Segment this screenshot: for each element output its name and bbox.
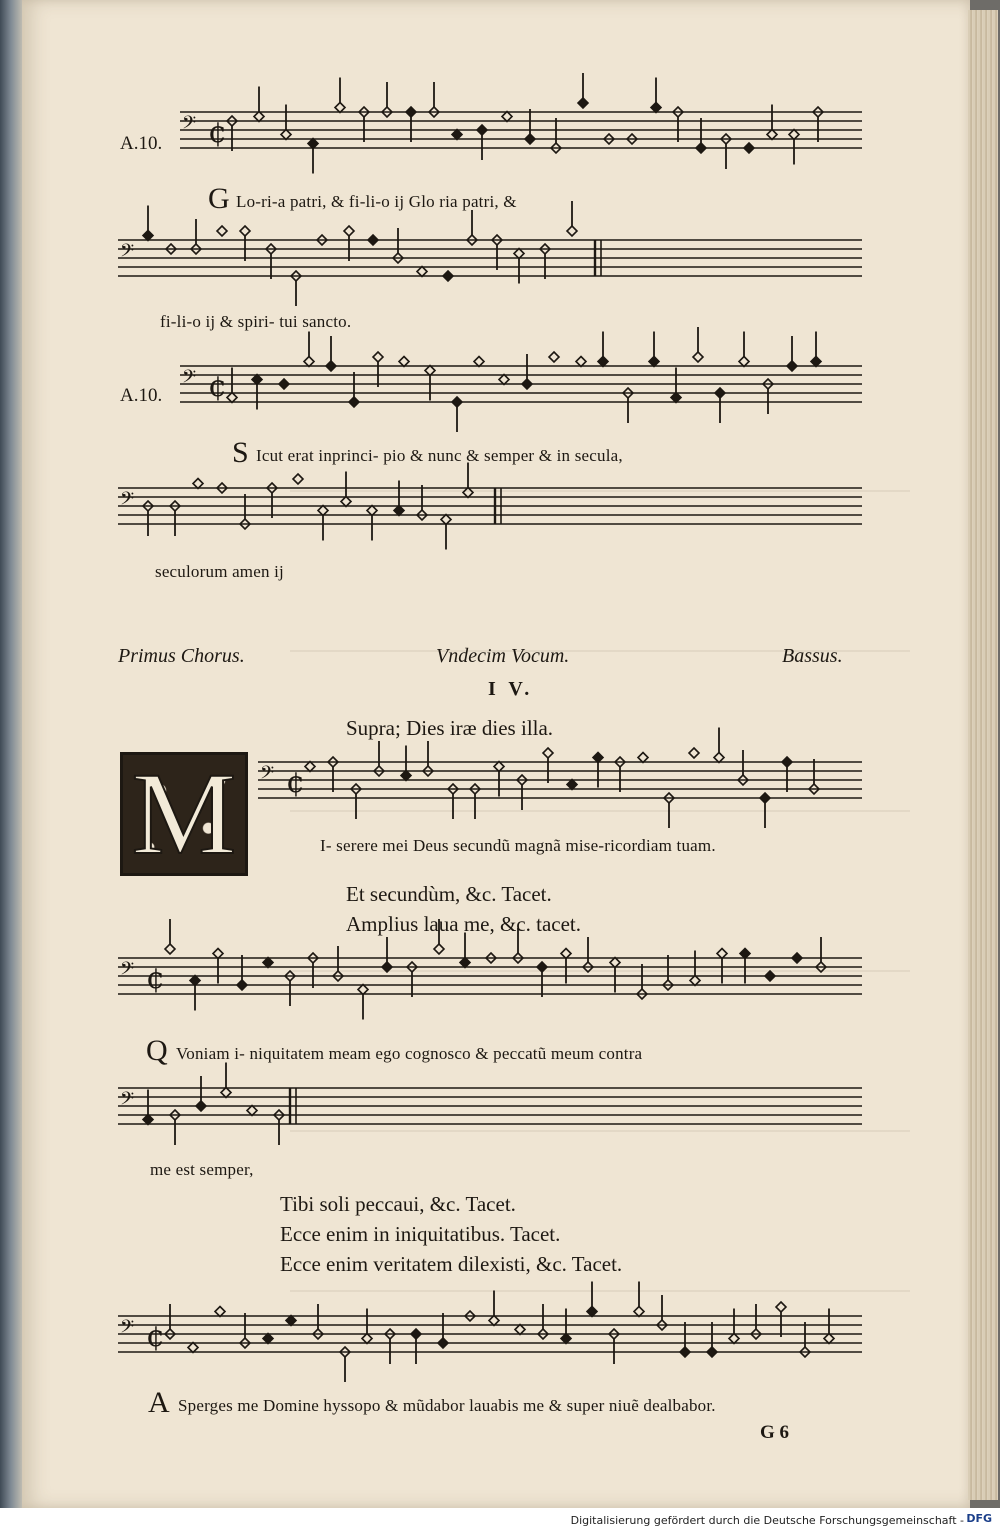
rubric-2: Amplius laua me, &c. tacet. [346, 912, 582, 936]
lyric-line-8: Sperges me Domine hyssopo & mũdabor lauabis me & super niuẽ dealbabor. [178, 1396, 716, 1415]
svg-text:𝄢: 𝄢 [260, 763, 275, 788]
lyric-initial-3: S [232, 436, 249, 469]
svg-text:𝄢: 𝄢 [182, 367, 197, 392]
rubric-5: Ecce enim veritatem dilexisti, &c. Tacet. [280, 1252, 623, 1276]
dfg-logo: DFG [966, 1512, 992, 1525]
signature-mark: G 6 [760, 1422, 790, 1443]
supra-rubric: Supra; Dies iræ dies illa. [346, 716, 554, 740]
svg-text:¢: ¢ [208, 115, 228, 150]
rubric-1: Et secundùm, &c. Tacet. [346, 882, 552, 906]
lyric-line-6: Voniam i- niquitatem meam ego cognosco & peccatũ meum contra [176, 1044, 643, 1063]
lyric-initial-6: Q [146, 1034, 168, 1067]
footer-credit: Digitalisierung gefördert durch die Deutsche Forschungsgemeinschaft - [570, 1514, 964, 1527]
page-edges [968, 10, 998, 1500]
lyric-line-1: Lo-ri-a patri, & fi-li-o ij Glo ria patri, & [236, 192, 517, 211]
svg-text:𝄢: 𝄢 [120, 959, 135, 984]
lyric-initial-1: G [208, 182, 230, 215]
voice-label-1: A.10. [120, 133, 163, 154]
svg-text:¢: ¢ [286, 765, 306, 800]
header-voices: Vndecim Vocum. [436, 645, 570, 667]
lyric-line-7: me est semper, [150, 1160, 254, 1179]
svg-text:𝄢: 𝄢 [120, 489, 135, 514]
svg-text:𝄢: 𝄢 [182, 113, 197, 138]
lyric-initial-8: A [148, 1386, 170, 1419]
header-part: Bassus. [782, 645, 843, 667]
rubric-3: Tibi soli peccaui, &c. Tacet. [280, 1192, 516, 1216]
woodcut-letter: M [131, 748, 237, 879]
header-choir: Primus Chorus. [118, 645, 245, 667]
svg-text:𝄢: 𝄢 [120, 1089, 135, 1114]
lyric-line-5: I- serere mei Deus secundũ magnã mise-ricordiam tuam. [320, 836, 716, 855]
lyric-line-2: fi-li-o ij & spiri- tui sancto. [160, 312, 352, 331]
svg-text:¢: ¢ [146, 961, 166, 996]
voice-label-2: A.10. [120, 385, 163, 406]
woodcut-initial [120, 748, 248, 879]
svg-text:¢: ¢ [208, 369, 228, 404]
section-number: I V. [488, 678, 534, 700]
svg-text:𝄢: 𝄢 [120, 241, 135, 266]
lyric-line-4: seculorum amen ij [155, 562, 284, 581]
rubric-4: Ecce enim in iniquitatibus. Tacet. [280, 1222, 561, 1246]
lyric-line-3: Icut erat inprinci- pio & nunc & semper & in secula, [256, 446, 623, 465]
book-spine [0, 0, 24, 1536]
svg-text:¢: ¢ [146, 1319, 166, 1354]
svg-text:𝄢: 𝄢 [120, 1317, 135, 1342]
